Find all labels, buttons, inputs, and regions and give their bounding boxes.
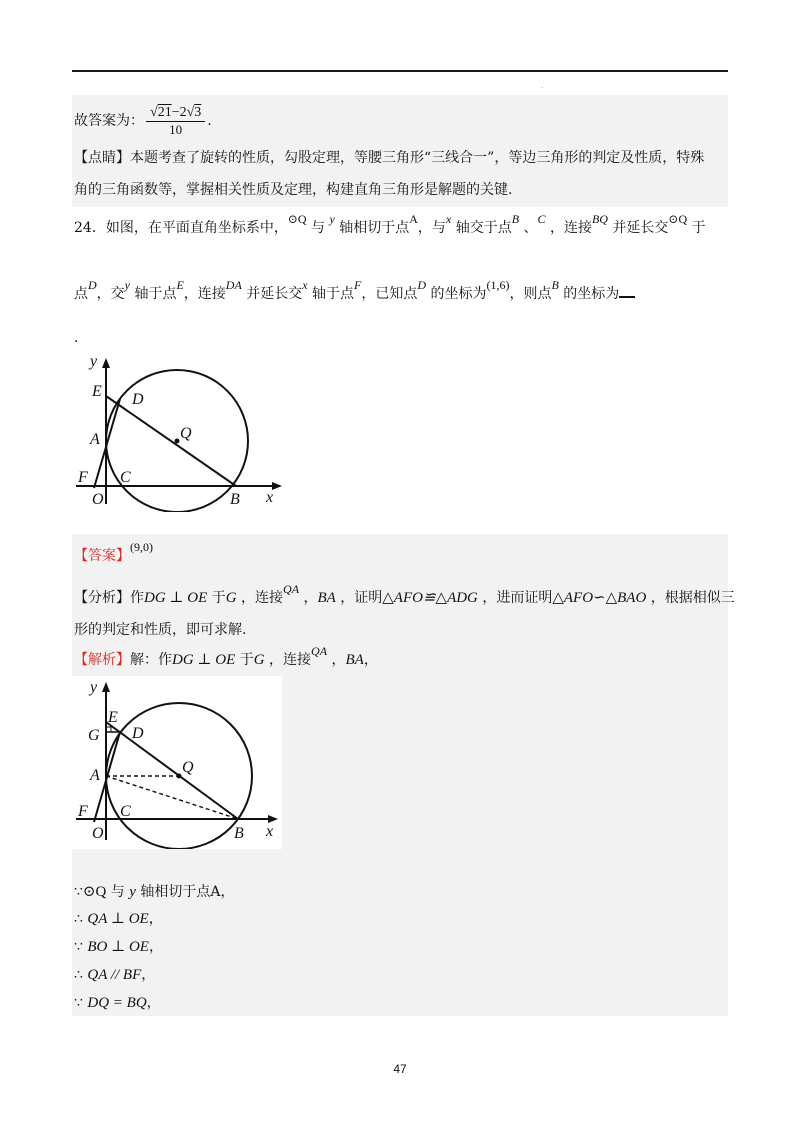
- y-arrow: [102, 358, 110, 368]
- label-a: A: [90, 431, 100, 448]
- analysis-line-2: 形的判定和性质，即可求解.: [74, 622, 247, 638]
- label-x-2: x: [266, 823, 274, 840]
- center-point-2: [177, 774, 182, 779]
- step-1: ∵⊙Q 与 y 轴相切于点A，: [74, 884, 235, 900]
- step-4: ∴ QA // BF，: [74, 967, 156, 983]
- comment-line-2: 角的三角函数等，掌握相关性质及定理，构建直角三角形是解题的关键.: [74, 182, 513, 198]
- label-b-2: B: [234, 825, 244, 842]
- label-o: O: [92, 491, 104, 508]
- label-b: B: [230, 491, 240, 508]
- step-3: ∵ BO ⊥ OE，: [74, 939, 163, 955]
- label-f-2: F: [78, 803, 88, 820]
- label-q: Q: [180, 425, 192, 442]
- comment-line-1: 【点睛】本题考查了旋转的性质，勾股定理，等腰三角形“三线合一”，等边三角形的判定及性质，特殊: [74, 150, 705, 166]
- label-e: E: [92, 383, 102, 400]
- label-y-2: y: [90, 679, 98, 696]
- problem-line-1: 24．如图，在平面直角坐标系中，⊙Q 与 y 轴相切于点A，与x 轴交于点B 、C ，连接BQ 并延长交⊙Q 于: [74, 212, 706, 236]
- figure-2: [72, 676, 282, 849]
- problem-line-3: .: [74, 330, 79, 346]
- label-e-2: E: [108, 709, 118, 726]
- label-c-2: C: [120, 803, 131, 820]
- step-5: ∵ DQ = BQ，: [74, 995, 161, 1011]
- figure-1: [70, 352, 290, 512]
- label-y: y: [90, 353, 98, 370]
- x-arrow-2: [268, 815, 278, 823]
- label-d: D: [132, 391, 144, 408]
- label-o-2: O: [92, 825, 104, 842]
- solution-tag: 【解析】: [74, 652, 130, 668]
- header-rule: [72, 70, 728, 72]
- answer-line: 故答案为： $\frac{√21-2√3}{10}$ .: [74, 105, 212, 137]
- answer-blank: [619, 284, 635, 298]
- comment-tag: 【点睛】: [74, 150, 130, 166]
- x-arrow: [272, 482, 282, 490]
- label-x: x: [266, 489, 274, 506]
- answer-row: [74, 540, 153, 566]
- step-2: ∴ QA ⊥ OE，: [74, 911, 163, 927]
- page-number: 47: [393, 1062, 407, 1076]
- label-c: C: [120, 469, 131, 486]
- label-d-2: D: [132, 725, 144, 742]
- answer-value: (9,0): [130, 540, 153, 554]
- answer-tag: 【答案】: [74, 548, 130, 564]
- solution-line-1: 【解析】解：作DG ⊥ OE 于G ，连接QA ，BA，: [74, 644, 378, 668]
- center-point: [175, 439, 180, 444]
- problem-line-2: 点D，交y 轴于点E，连接DA 并延长交x 轴于点F，已知点D 的坐标为(1,6)，则点B 的坐标为: [74, 284, 635, 304]
- label-a-2: A: [90, 767, 100, 784]
- label-f: F: [78, 469, 88, 486]
- marker-dot: .: [541, 82, 544, 90]
- label-q-2: Q: [182, 759, 194, 776]
- fraction: $\frac{√21-2√3}{10}$: [146, 104, 205, 138]
- label-g-2: G: [88, 727, 100, 744]
- y-arrow-2: [102, 682, 110, 692]
- analysis-line-1: 【分析】作DG ⊥ OE 于G ，连接QA ，BA ，证明△AFO≌△ADG ，进而证明△AFO∽△BAO ，根据相似三: [74, 582, 735, 606]
